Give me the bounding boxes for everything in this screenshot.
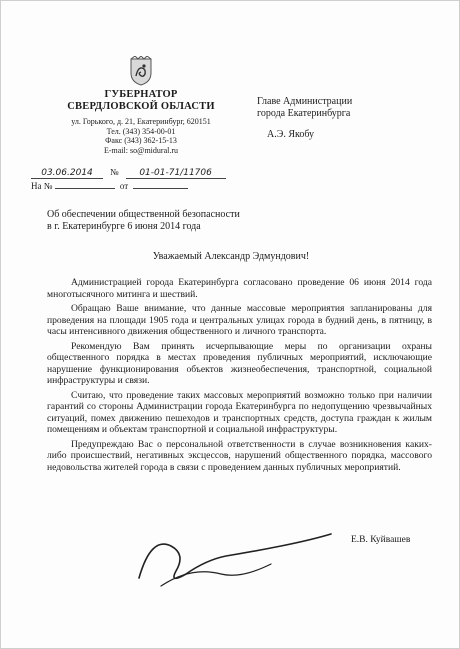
addressee-name: А.Э. Якобу [267,129,315,140]
addressee-line2: города Екатеринбурга [257,108,351,119]
subject-block [47,209,297,233]
org-email: E-mail: so@midural.ru [103,145,179,155]
org-address: ул. Горького, д. 21, Екатеринбург, 620151 [71,117,211,126]
coat-of-arms-icon [128,56,154,86]
letter-body [47,277,432,476]
registration-date: 03.06.2014 [31,168,103,179]
paragraph: Предупреждаю Вас о персональной ответственности в случае возникновения каких-либо происшествий, негативных эксцессов, нарушений общественного порядка, массового недовольства жителей города в связи с проведением данных публичных мероприятий. [47,438,432,473]
subject-line1: Об обеспечении общественной безопасности [47,209,240,220]
paragraph: Рекомендую Вам принять исчерпывающие меры по организации охраны общественного порядка в местах проведения публичных мероприятий, исключающие нарушение функционирования объектов жизнеобеспечения, транспортной, социальной инфраструктуры и связи. [47,340,432,386]
registration-line [31,162,231,178]
handwritten-signature [131,516,361,596]
reference-from: от [119,181,129,191]
org-name-line2: СВЕРДЛОВСКОЙ ОБЛАСТИ [67,101,215,112]
subject-line2: в г. Екатеринбурге 6 июня 2014 года [47,221,201,232]
reference-line [31,181,231,191]
addressee-line1: Главе Администрации [257,96,353,107]
org-fax: Факс (343) 362-15-13 [105,136,177,145]
letterhead [56,56,226,155]
paragraph: Обращаю Ваше внимание, что данные массовые мероприятия запланированы для проведения на площади 1905 года и центральных улицах города в будний день, в пятницу, в часы интенсивного движения общественного и личного транспорта. [47,303,432,337]
addressee-block [257,96,427,141]
reference-label: На № [31,181,53,191]
paragraph: Считаю, что проведение таких массовых мероприятий возможно только при наличии гарантий со стороны Администрации города Екатеринбурга по недопущению чрезвычайных ситуаций, помех движению пешеходов и транспортных средств, доступа граждан к жилым помещениям и объектам транспортной и социальной инфраструктуры. [47,389,432,435]
signer-name: Е.В. Куйвашев [351,535,411,545]
paragraph: Администрацией города Екатеринбурга согласовано проведение 06 июня 2014 года многотысячного митинга и шествий. [47,277,432,300]
org-phone: Тел. (343) 354-00-01 [106,126,176,136]
registration-number: 01-01-71/11706 [126,168,226,179]
registration-no-prefix: № [110,167,119,177]
org-name-line1: ГУБЕРНАТОР [104,89,178,100]
greeting: Уважаемый Александр Эдмундович! [152,251,310,262]
